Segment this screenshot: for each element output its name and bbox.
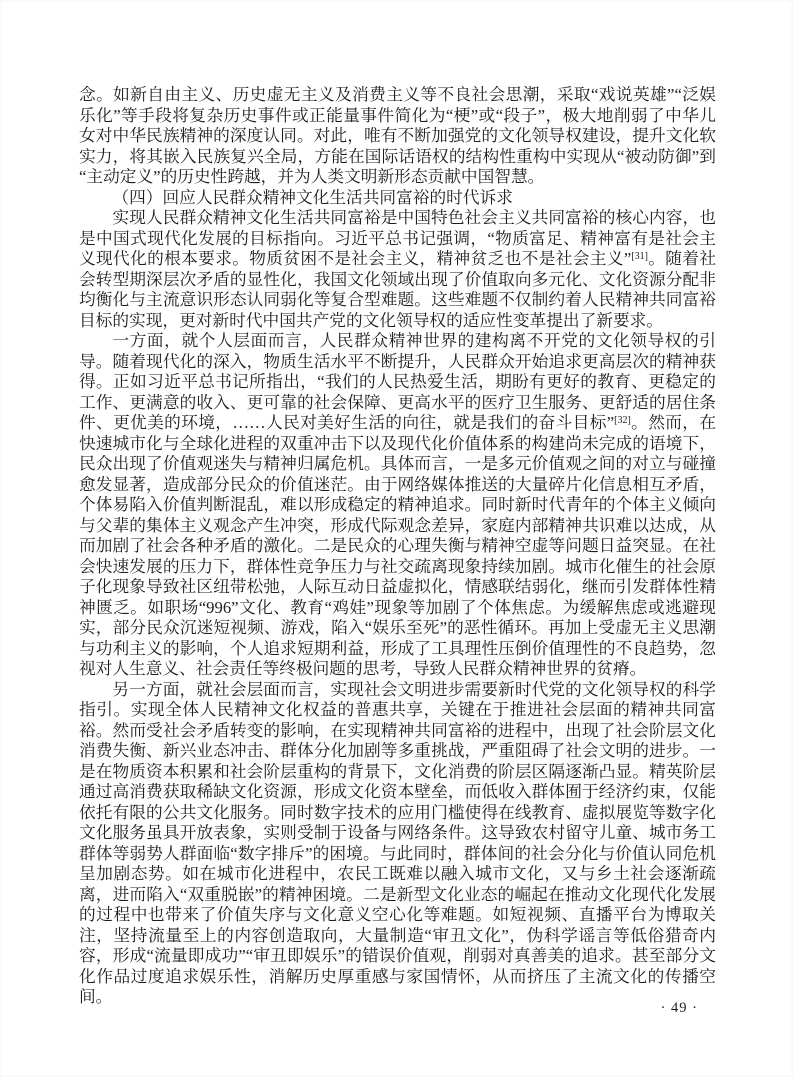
article-body bbox=[79, 85, 716, 1008]
page-number: · 49 · bbox=[660, 1000, 698, 1016]
citation-marker: [31] bbox=[631, 251, 648, 262]
paragraph-shared-prosperity: 实现人民群众精神文化生活共同富裕是中国特色社会主义共同富裕的核心内容，也是中国式现代化发展的目标指向。习近平总书记强调，“物质富足、精神富有是社会主义现代化的根本要求。物质贫困不是社会主义，精神贫乏也不是社会主义”[31]。随着社会转型期深层次矛盾的显性化，我国文化领域出现了价值取向多元化、文化资源分配非均衡化与主流意识形态认同弱化等复合型难题。这些难题不仅制约着人民精神共同富裕目标的实现，更对新时代中国共产党的文化领导权的适应性变革提出了新要求。 bbox=[79, 208, 717, 330]
paragraph-individual-level: 一方面，就个人层面而言，人民群众精神世界的建构离不开党的文化领导权的引导。随着现代化的深入，物质生活水平不断提升，人民群众开始追求更高层次的精神获得。正如习近平总书记所指出，“我们的人民热爱生活，期盼有更好的教育、更稳定的工作、更满意的收入、更可靠的社会保障、更高水平的医疗卫生服务、更舒适的居住条件、更优美的环境，……人民对美好生活的向往，就是我们的奋斗目标”[32]。然而，在快速城市化与全球化进程的双重冲击下以及现代化价值体系的构建尚未完成的语境下，民众出现了价值观迷失与精神归属危机。具体而言，一是多元价值观之间的对立与碰撞愈发显著，造成部分民众的价值迷茫。由于网络媒体推送的大量碎片化信息相互矛盾，个体易陷入价值判断混乱，难以形成稳定的精神追求。同时新时代青年的个体主义倾向与父辈的集体主义观念产生冲突，形成代际观念差异，家庭内部精神共识难以达成，从而加剧了社会各种矛盾的激化。二是民众的心理失衡与精神空虚等问题日益突显。在社会快速发展的压力下，群体性竞争压力与社交疏离现象持续加剧。城市化催生的社会原子化现象导致社区纽带松弛，人际互动日益虚拟化，情感联结弱化，继而引发群体性精神匮乏。如职场“996”文化、教育“鸡娃”现象等加剧了个体焦虑。为缓解焦虑或逃避现实，部分民众沉迷短视频、游戏，陷入“娱乐至死”的恶性循环。再加上受虚无主义思潮与功利主义的影响，个人追求短期利益，形成了工具理性压倒价值理性的不良趋势，忽视对人生意义、社会责任等终极问题的思考，导致人民群众精神世界的贫瘠。 bbox=[79, 331, 717, 678]
section-heading: （四）回应人民群众精神文化生活共同富裕的时代诉求 bbox=[112, 187, 513, 207]
citation-marker: [32] bbox=[614, 415, 631, 426]
paragraph-social-level: 另一方面，就社会层面而言，实现社会文明进步需要新时代党的文化领导权的科学指引。实现全体人民精神文化权益的普惠共享，关键在于推进社会层面的精神共同富裕。然而受社会矛盾转变的影响，在实现精神共同富裕的进程中，出现了社会阶层文化消费失衡、新兴业态冲击、群体分化加剧等多重挑战，严重阻碍了社会文明的进步。一是在物质资本积累和社会阶层重构的背景下，文化消费的阶层区隔逐渐凸显。精英阶层通过高消费获取稀缺文化资源，形成文化资本壁垒，而低收入群体囿于经济约束，仅能依托有限的公共文化服务。同时数字技术的应用门槛使得在线教育、虚拟展览等数字化文化服务虽具开放表象，实则受制于设备与网络条件。这导致农村留守儿童、城市务工群体等弱势人群面临“数字排斥”的困境。与此同时，群体间的社会分化与价值认同危机呈加剧态势。如在城市化进程中，农民工既难以融入城市文化，又与乡土社会逐渐疏离，进而陷入“双重脱嵌”的精神困境。二是新型文化业态的崛起在推动文化现代化发展的过程中也带来了价值失序与文化意义空心化等难题。如短视频、直播平台为博取关注，坚持流量至上的内容创造取向，大量制造“审丑文化”，伪科学谣言等低俗猎奇内容，形成“流量即成功”“审丑即娱乐”的错误价值观，削弱对真善美的追求。甚至部分文化作品过度追求娱乐性，消解历史厚重感与家国情怀，从而挤压了主流文化的传播空间。 bbox=[79, 679, 716, 1006]
paragraph-continued: 念。如新自由主义、历史虚无主义及消费主义等不良社会思潮，采取“戏说英雄”“泛娱乐化”等手段将复杂历史事件或正能量事件简化为“梗”或“段子”，极大地削弱了中华儿女对中华民族精神的深度认同。对此，唯有不断加强党的文化领导权建设，提升文化软实力，将其嵌入民族复兴全局，方能在国际话语权的结构性重构中实现从“被动防御”到“主动定义”的历史性跨越，并为人类文明新形态贡献中国智慧。 bbox=[79, 85, 716, 186]
